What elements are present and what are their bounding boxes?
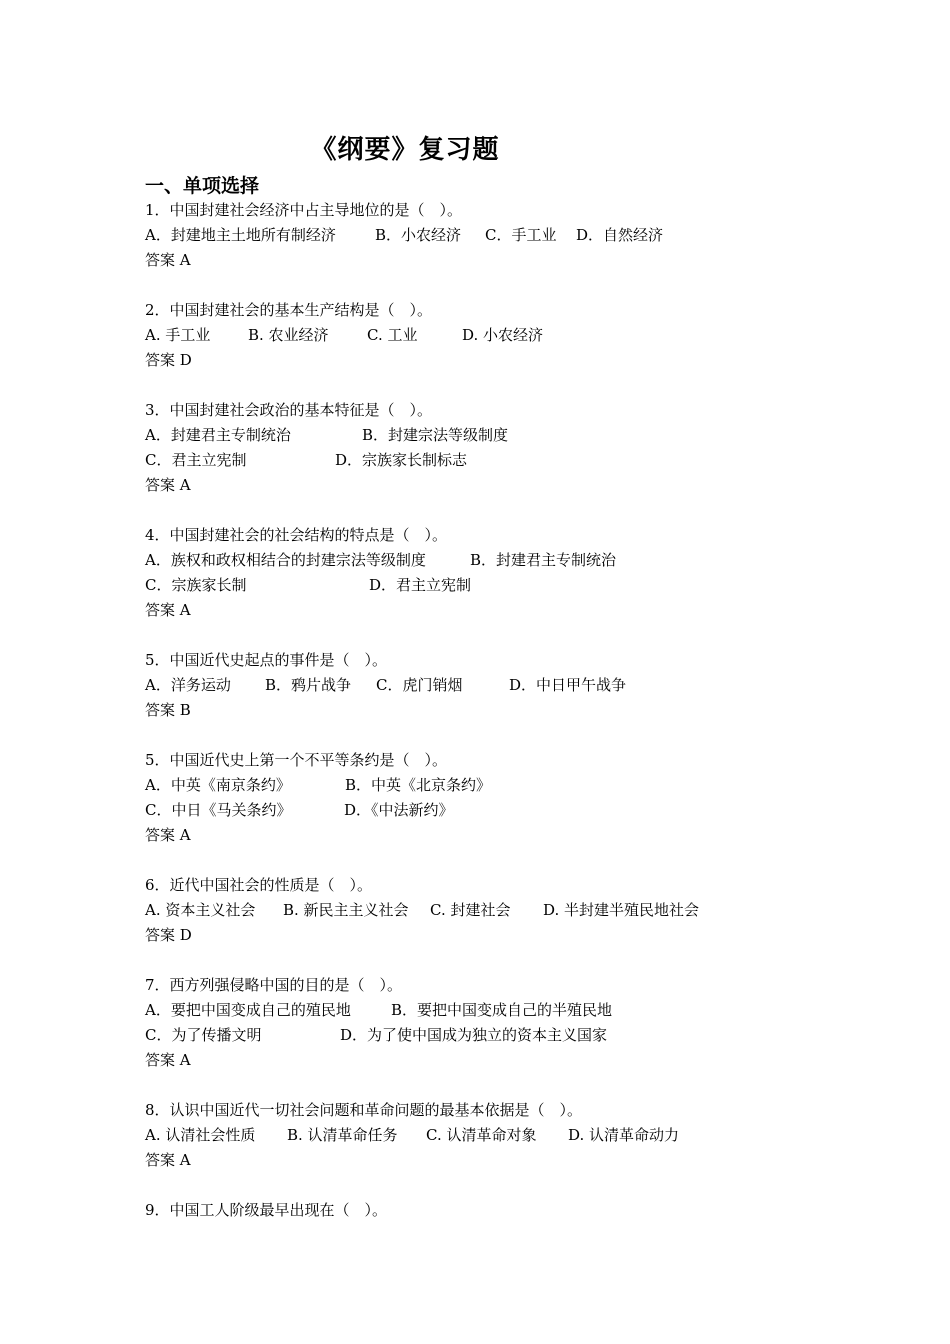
question-stem: 5．中国近代史上第一个不平等条约是（ ）。	[145, 751, 448, 769]
option-b: B．中英《北京条约》	[345, 776, 492, 794]
option-c: C．中日《马关条约》	[145, 801, 292, 819]
question-item	[145, 523, 845, 623]
question-item	[145, 1098, 845, 1173]
section-heading: 一、单项选择	[145, 175, 260, 197]
option-a: A．洋务运动	[145, 676, 231, 694]
answer: 答案 D	[145, 926, 192, 944]
option-b: B．小农经济	[375, 226, 462, 244]
option-d: D. 小农经济	[462, 326, 544, 344]
options-row	[145, 673, 845, 698]
options-row	[145, 1023, 845, 1048]
option-a: A. 认清社会性质	[145, 1126, 256, 1144]
option-d: D．君主立宪制	[369, 576, 472, 594]
option-b: B．鸦片战争	[265, 676, 352, 694]
option-a: A．要把中国变成自己的殖民地	[145, 1001, 351, 1019]
options-row	[145, 898, 845, 923]
option-d: D．为了使中国成为独立的资本主义国家	[340, 1026, 608, 1044]
options-row	[145, 448, 845, 473]
option-c: C．手工业	[485, 226, 557, 244]
question-item	[145, 748, 845, 848]
options-row	[145, 548, 845, 573]
answer: 答案 B	[145, 701, 191, 719]
options-row	[145, 773, 845, 798]
option-b: B. 新民主主义社会	[283, 901, 409, 919]
page-title: 《纲要》复习题	[310, 135, 500, 165]
answer: 答案 A	[145, 476, 191, 494]
answer: 答案 A	[145, 826, 191, 844]
option-a: A．封建君主专制统治	[145, 426, 291, 444]
option-a: A. 资本主义社会	[145, 901, 256, 919]
option-a: A．族权和政权相结合的封建宗法等级制度	[145, 551, 426, 569]
option-b: B. 认清革命任务	[287, 1126, 398, 1144]
option-d: D．《中法新约》	[344, 801, 454, 819]
options-row	[145, 573, 845, 598]
question-item	[145, 398, 845, 498]
question-stem: 5．中国近代史起点的事件是（ ）。	[145, 651, 388, 669]
question-stem: 3．中国封建社会政治的基本特征是（ ）。	[145, 401, 433, 419]
option-a: A．中英《南京条约》	[145, 776, 291, 794]
option-a: A．封建地主土地所有制经济	[145, 226, 336, 244]
question-item	[145, 648, 845, 723]
question-item	[145, 973, 845, 1073]
option-c: C．君主立宪制	[145, 451, 247, 469]
question-item	[145, 1198, 845, 1223]
options-row	[145, 1123, 845, 1148]
answer: 答案 A	[145, 251, 191, 269]
question-stem: 4．中国封建社会的社会结构的特点是（ ）。	[145, 526, 448, 544]
answer: 答案 A	[145, 1151, 191, 1169]
question-stem: 9．中国工人阶级最早出现在（ ）。	[145, 1201, 388, 1219]
question-item	[145, 198, 845, 273]
question-item	[145, 298, 845, 373]
option-c: C．为了传播文明	[145, 1026, 262, 1044]
question-item	[145, 873, 845, 948]
option-d: D. 认清革命动力	[568, 1126, 680, 1144]
option-b: B．要把中国变成自己的半殖民地	[391, 1001, 613, 1019]
question-stem: 6．近代中国社会的性质是（ ）。	[145, 876, 373, 894]
option-c: C．虎门销烟	[376, 676, 463, 694]
option-b: B. 农业经济	[248, 326, 329, 344]
option-b: B．封建君主专制统治	[470, 551, 617, 569]
options-row	[145, 223, 845, 248]
option-d: D．中日甲午战争	[509, 676, 627, 694]
option-c: C. 工业	[367, 326, 418, 344]
option-d: D．宗族家长制标志	[335, 451, 468, 469]
option-c: C．宗族家长制	[145, 576, 247, 594]
options-row	[145, 323, 845, 348]
option-d: D．自然经济	[576, 226, 664, 244]
question-stem: 8．认识中国近代一切社会问题和革命问题的最基本依据是（ ）。	[145, 1101, 583, 1119]
options-row	[145, 423, 845, 448]
options-row	[145, 998, 845, 1023]
question-stem: 7．西方列强侵略中国的目的是（ ）。	[145, 976, 403, 994]
option-c: C. 封建社会	[430, 901, 511, 919]
option-c: C. 认清革命对象	[426, 1126, 537, 1144]
option-b: B．封建宗法等级制度	[362, 426, 509, 444]
answer: 答案 D	[145, 351, 192, 369]
question-stem: 1．中国封建社会经济中占主导地位的是（ ）。	[145, 201, 463, 219]
question-stem: 2．中国封建社会的基本生产结构是（ ）。	[145, 301, 433, 319]
answer: 答案 A	[145, 1051, 191, 1069]
question-list	[145, 198, 845, 1248]
answer: 答案 A	[145, 601, 191, 619]
option-a: A. 手工业	[145, 326, 211, 344]
option-d: D. 半封建半殖民地社会	[543, 901, 700, 919]
options-row	[145, 798, 845, 823]
